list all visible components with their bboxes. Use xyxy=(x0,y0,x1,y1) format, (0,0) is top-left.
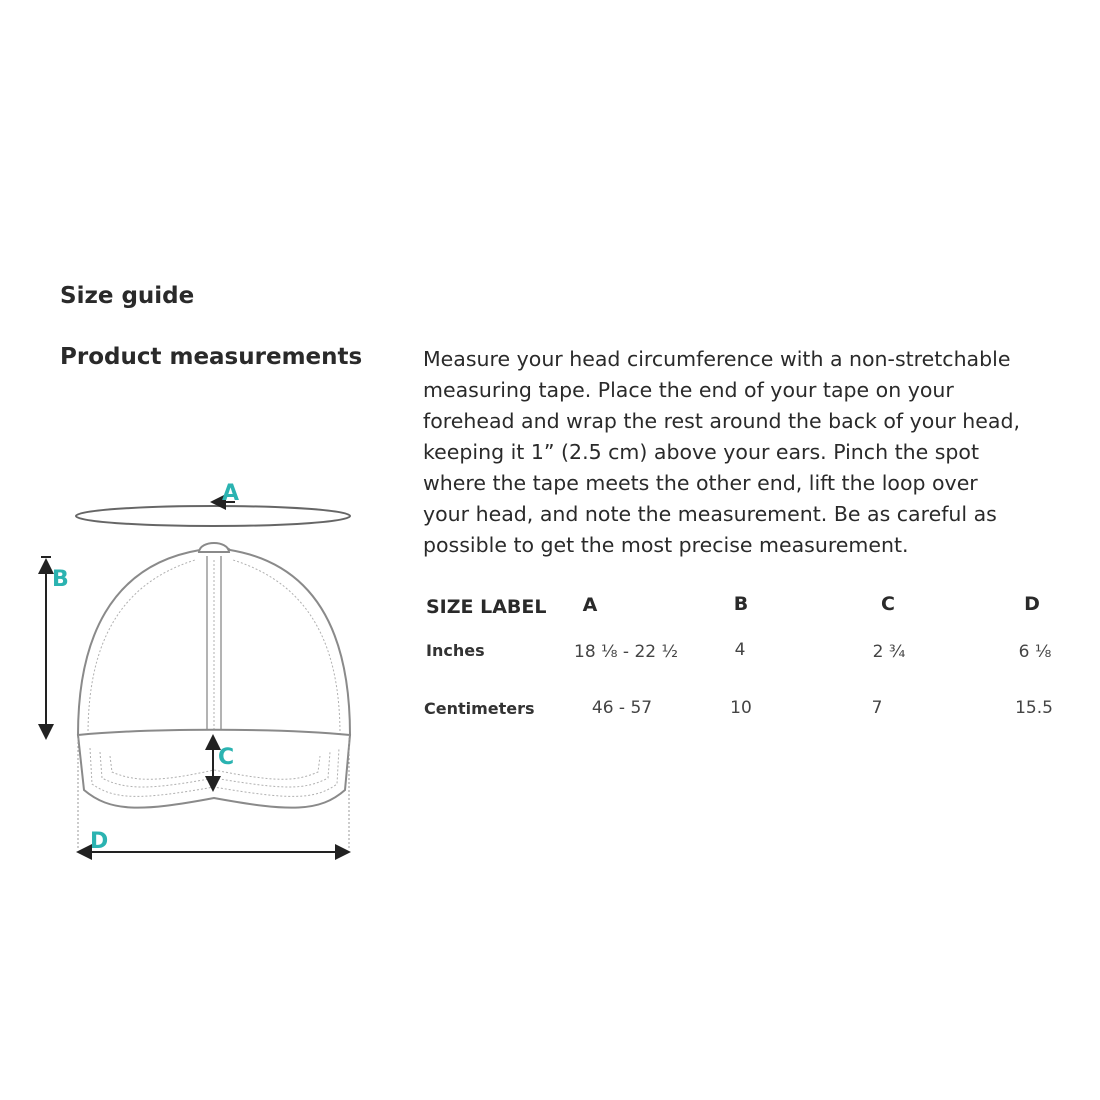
table-header-a: A xyxy=(582,594,598,616)
table-row-label-inches: Inches xyxy=(426,641,485,660)
table-cell-cm-a: 46 - 57 xyxy=(591,698,653,718)
table-cell-inches-a: 18 ⅛ - 22 ½ xyxy=(574,642,678,662)
label-d: D xyxy=(90,829,109,854)
table-header-size-label: SIZE LABEL xyxy=(426,596,547,618)
instruction-line: your head, and note the measurement. Be as careful as xyxy=(423,502,997,526)
table-cell-cm-b: 10 xyxy=(730,698,752,718)
measuring-instructions xyxy=(423,344,1043,561)
table-header-c: C xyxy=(881,593,895,615)
table-row-label-centimeters: Centimeters xyxy=(424,699,535,718)
section-title: Product measurements xyxy=(60,344,363,370)
table-header-d: D xyxy=(1024,593,1040,615)
label-c: C xyxy=(218,745,235,770)
page-title: Size guide xyxy=(60,283,195,309)
instruction-line: forehead and wrap the rest around the back of your head, xyxy=(423,409,1020,433)
label-b: B xyxy=(52,567,69,592)
table-cell-inches-b: 4 xyxy=(734,640,746,660)
table-cell-cm-c: 7 xyxy=(871,698,883,718)
table-cell-inches-c: 2 ¾ xyxy=(872,642,906,662)
instruction-line: Measure your head circumference with a non-stretchable xyxy=(423,347,1011,371)
label-a: A xyxy=(222,481,240,506)
instruction-line: possible to get the most precise measurement. xyxy=(423,533,909,557)
circumference-ring xyxy=(76,506,350,526)
table-cell-cm-d: 15.5 xyxy=(1015,698,1053,718)
cap-button xyxy=(199,543,229,552)
instruction-line: measuring tape. Place the end of your tape on your xyxy=(423,378,954,402)
table-cell-inches-d: 6 ⅛ xyxy=(1018,642,1052,662)
table-header-b: B xyxy=(733,593,749,615)
instruction-line: where the tape meets the other end, lift the loop over xyxy=(423,471,978,495)
cap-diagram xyxy=(30,470,370,870)
instruction-line: keeping it 1” (2.5 cm) above your ears. Pinch the spot xyxy=(423,440,980,464)
